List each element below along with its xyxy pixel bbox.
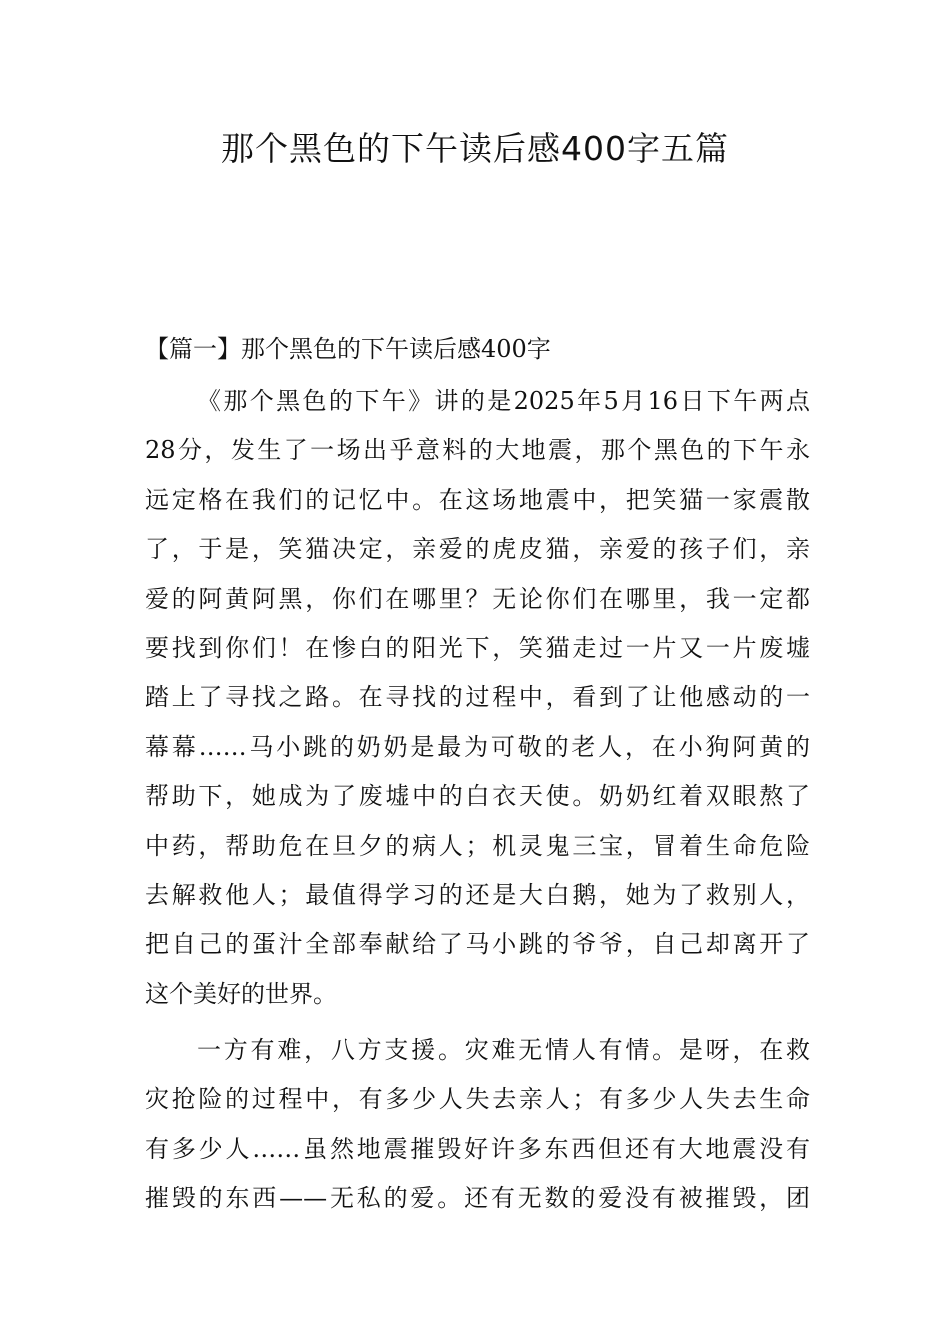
text-line: 有多少人……虽然地震摧毁好许多东西但还有大地震没有 [145,1134,810,1163]
text-line: 把自己的蛋汁全部奉献给了马小跳的爷爷，自己却离开了 [145,930,810,959]
text-line: 幕幕……马小跳的奶奶是最为可敬的老人，在小狗阿黄的 [145,732,810,761]
text-line: 去解救他人；最值得学习的还是大白鹅，她为了救别人， [145,880,810,909]
paragraph-1 [145,377,810,1019]
text-line: 爱的阿黄阿黑，你们在哪里？无论你们在哪里，我一定都 [145,584,810,613]
text-line: 这个美好的世界。 [145,979,337,1008]
text-line: 帮助下，她成为了废墟中的白衣天使。奶奶红着双眼熬了 [145,782,810,811]
text-line: 一方有难，八方支援。灾难无情人有情。是呀，在救 [197,1036,810,1065]
text-line: 摧毁的东西——无私的爱。还有无数的爱没有被摧毁，团 [145,1184,810,1213]
text-line: 中药，帮助危在旦夕的病人；机灵鬼三宝，冒着生命危险 [145,831,810,860]
document-title: 那个黑色的下午读后感400字五篇 [221,129,729,168]
text-line: 了，于是，笑猫决定，亲爱的虎皮猫，亲爱的孩子们，亲 [145,535,810,564]
text-line: 28分，发生了一场出乎意料的大地震，那个黑色的下午永 [145,436,810,465]
paragraph-gap [145,1019,810,1026]
text-line: 远定格在我们的记忆中。在这场地震中，把笑猫一家震散 [145,485,810,514]
text-line: 要找到你们！在惨白的阳光下，笑猫走过一片又一片废墟 [145,633,810,662]
section-heading: 【篇一】那个黑色的下午读后感400字 [145,335,551,363]
text-line: 灾抢险的过程中，有多少人失去亲人；有多少人失去生命 [145,1085,810,1114]
paragraph-2 [145,1026,810,1224]
body-text [145,377,810,1224]
text-line: 踏上了寻找之路。在寻找的过程中，看到了让他感动的一 [145,683,810,712]
text-line: 《那个黑色的下午》讲的是2025年5月16日下午两点 [197,387,810,415]
